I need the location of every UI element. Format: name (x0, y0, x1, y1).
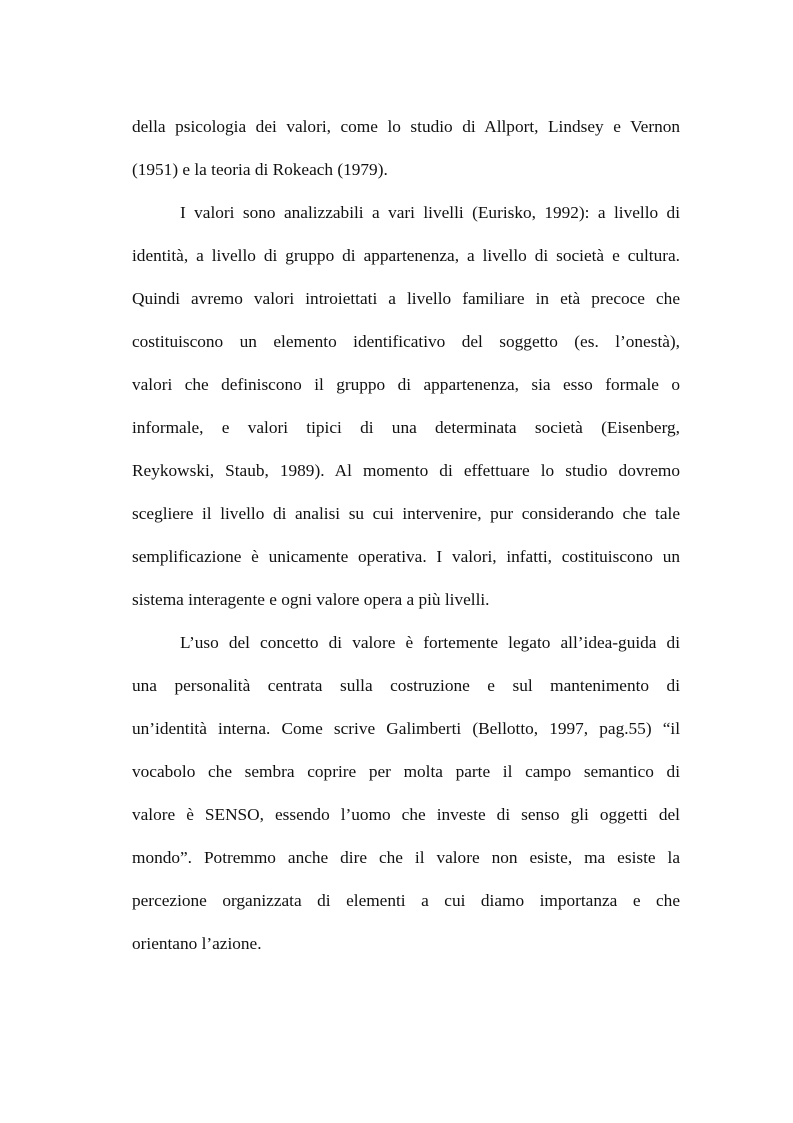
text-line: (1951) e la teoria di Rokeach (1979). (132, 160, 388, 179)
text-line: valori che definiscono il gruppo di appartenenza, sia esso formale o (132, 375, 680, 394)
text-line: identità, a livello di gruppo di appartenenza, a livello di società e cultura. (132, 246, 680, 265)
text-line: Quindi avremo valori introiettati a livello familiare in età precoce che (132, 289, 680, 308)
text-line: valore è SENSO, essendo l’uomo che investe di senso gli oggetti del (132, 805, 680, 824)
text-line: della psicologia dei valori, come lo studio di Allport, Lindsey e Vernon (132, 117, 680, 136)
text-line: mondo”. Potremmo anche dire che il valore non esiste, ma esiste la (132, 848, 680, 867)
text-line: Reykowski, Staub, 1989). Al momento di effettuare lo studio dovremo (132, 461, 680, 480)
text-line: un’identità interna. Come scrive Galimberti (Bellotto, 1997, pag.55) “il (132, 719, 680, 738)
text-line: costituiscono un elemento identificativo del soggetto (es. l’onestà), (132, 332, 680, 351)
text-line: sistema interagente e ogni valore opera a più livelli. (132, 590, 490, 609)
text-line: semplificazione è unicamente operativa. I valori, infatti, costituiscono un (132, 547, 680, 566)
text-line: percezione organizzata di elementi a cui diamo importanza e che (132, 891, 680, 910)
text-line: informale, e valori tipici di una determinata società (Eisenberg, (132, 418, 680, 437)
paragraph-start-line: I valori sono analizzabili a vari livelli (Eurisko, 1992): a livello di (180, 203, 680, 222)
text-line: una personalità centrata sulla costruzione e sul mantenimento di (132, 676, 680, 695)
text-line: orientano l’azione. (132, 934, 262, 953)
text-line: scegliere il livello di analisi su cui intervenire, pur considerando che tale (132, 504, 680, 523)
paragraph-start-line: L’uso del concetto di valore è fortemente legato all’idea-guida di (180, 633, 680, 652)
text-line: vocabolo che sembra coprire per molta parte il campo semantico di (132, 762, 680, 781)
